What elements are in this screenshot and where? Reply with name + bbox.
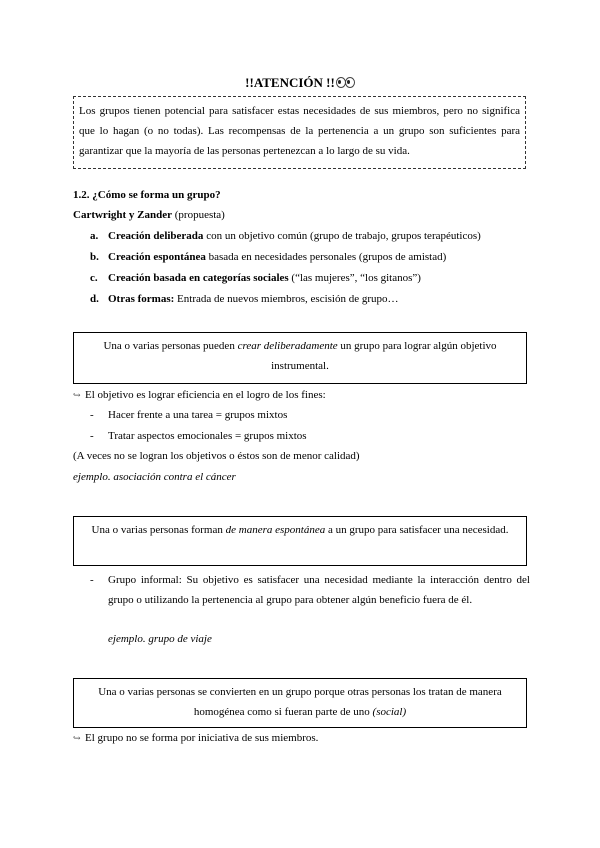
list-item: c. Creación basada en categorías sociales (“las mujeres”, “los gitanos”) <box>90 272 421 284</box>
social-category-box: Una o varias personas se convierten en un grupo porque otras personas los tratan de manera homogénea como si fueran parte de uno (social) <box>73 678 527 728</box>
authors-line: Cartwright y Zander (propuesta) <box>73 209 225 221</box>
box3-note: ↪ El grupo no se forma por iniciativa de sus miembros. <box>73 732 319 744</box>
eyes-emoji-icon <box>337 75 355 94</box>
attention-title: !!ATENCIÓN !! <box>0 74 600 94</box>
list-item: - Hacer frente a una tarea = grupos mixtos <box>90 409 288 421</box>
attention-text: Los grupos tienen potencial para satisfacer estas necesidades de sus miembros, pero no significa que lo hagan (o no todas). Las recompensas de la pertenencia a un grupo son suficientes para garantizar que la mayoría de las personas pertenezcan a lo largo de su vida. <box>79 105 520 157</box>
box2-example: ejemplo. grupo de viaje <box>108 633 212 645</box>
list-item: a. Creación deliberada con un objetivo común (grupo de trabajo, grupos terapéuticos) <box>90 230 481 242</box>
arrow-icon: ↪ <box>73 733 81 743</box>
deliberate-creation-box: Una o varias personas pueden crear deliberadamente un grupo para lograr algún objetivo instrumental. <box>73 332 527 384</box>
box1-aside: (A veces no se logran los objetivos o éstos son de menor calidad) <box>73 450 360 462</box>
informal-group-item: - Grupo informal: Su objetivo es satisfacer una necesidad mediante la interacción dentro del grupo o utilizando la pertenencia al grupo para obtener algún beneficio fuera de él. <box>90 574 530 606</box>
list-item: d. Otras formas: Entrada de nuevos miembros, escisión de grupo… <box>90 293 399 305</box>
arrow-icon: ↪ <box>73 390 81 400</box>
list-item: b. Creación espontánea basada en necesidades personales (grupos de amistad) <box>90 251 447 263</box>
attention-box <box>73 96 526 169</box>
box1-note: ↪ El objetivo es lograr eficiencia en el logro de los fines: <box>73 389 326 401</box>
box1-example: ejemplo. asociación contra el cáncer <box>73 471 236 483</box>
list-item: - Tratar aspectos emocionales = grupos mixtos <box>90 430 307 442</box>
section-heading: 1.2. ¿Cómo se forma un grupo? <box>73 189 221 201</box>
spontaneous-creation-box: Una o varias personas forman de manera espontánea a un grupo para satisfacer una necesidad. <box>73 516 527 566</box>
